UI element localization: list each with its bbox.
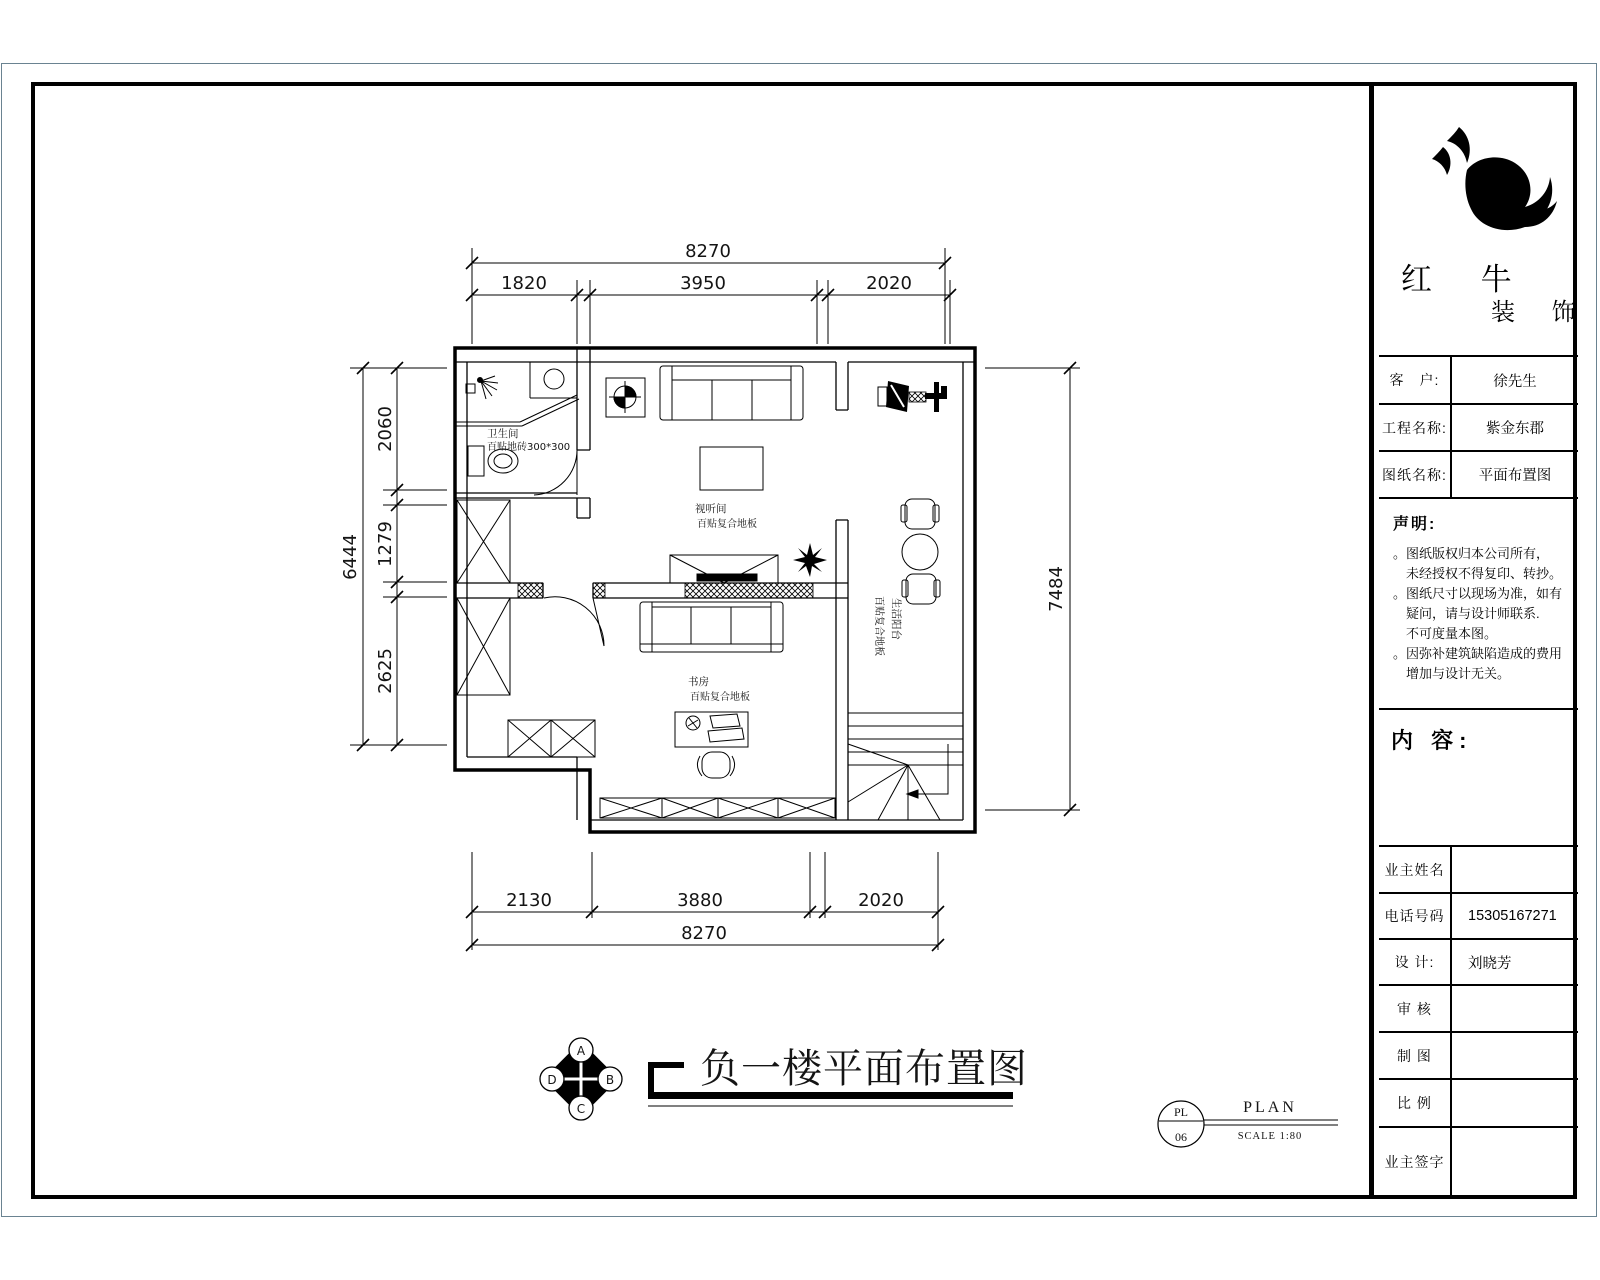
sofa-top	[660, 366, 803, 420]
dim-top-seg3: 2020	[866, 273, 912, 294]
statement-line: 不可度量本图。	[1393, 626, 1498, 641]
shower-head-icon	[478, 378, 483, 383]
room-finish: 百贴地砖300*300	[487, 442, 571, 453]
row-value	[1452, 1128, 1578, 1195]
tv-feature-wall	[670, 555, 778, 583]
balcony-wall	[836, 362, 848, 820]
compass-s: C	[576, 1102, 586, 1116]
table-row	[1379, 1126, 1578, 1195]
plan-ref-code: PL	[1173, 1105, 1189, 1119]
row-value: 15305167271	[1468, 908, 1557, 924]
content-label: 内 容:	[1391, 728, 1473, 753]
room-name: 视听间	[695, 503, 727, 515]
row-value	[1452, 1080, 1578, 1126]
dim-left-seg3: 2625	[375, 648, 396, 694]
statement-line: 。因弥补建筑缺陷造成的费用	[1393, 646, 1563, 661]
shower-spray-icon	[481, 376, 498, 399]
plan-ref-label: PLAN	[1243, 1099, 1297, 1116]
room-name: 生活阳台	[890, 598, 902, 640]
bathroom-door	[534, 450, 577, 495]
field-label: 客 户:	[1379, 357, 1452, 403]
doors	[534, 450, 604, 646]
field-row-client	[1379, 355, 1578, 403]
company-logo-cell	[1379, 86, 1591, 355]
toilet-tank	[468, 446, 484, 476]
table-row	[1379, 1078, 1578, 1126]
field-value: 徐先生	[1493, 373, 1537, 390]
chair	[905, 499, 935, 529]
compass-n: A	[576, 1044, 586, 1058]
field-value: 平面布置图	[1478, 468, 1552, 484]
table-row	[1379, 845, 1578, 892]
workstation-icon	[878, 381, 947, 412]
bathroom-walls	[455, 348, 590, 518]
row-value: 刘晓芳	[1468, 955, 1512, 972]
row-label: 电话号码	[1379, 894, 1452, 938]
brand-name: 红 牛	[1401, 262, 1532, 297]
row-label: 业主签字	[1379, 1128, 1452, 1195]
room-name: 卫生间	[487, 428, 519, 440]
field-label: 工程名称:	[1379, 405, 1452, 450]
field-value: 紫金东郡	[1486, 421, 1544, 437]
plan-ref-number: 06	[1175, 1130, 1187, 1144]
statement-line: 增加与设计无关。	[1393, 666, 1511, 681]
row-label: 审 核	[1379, 986, 1452, 1031]
chair	[906, 574, 936, 604]
title-block	[1369, 86, 1591, 1195]
room-labels	[487, 427, 903, 703]
room-finish: 百贴复合地板	[690, 692, 750, 703]
bathroom-fixtures	[455, 362, 579, 476]
room-finish: 百贴复合地板	[697, 519, 757, 530]
room-finish: 百贴复合地板	[873, 596, 884, 656]
tv-icon	[697, 574, 757, 581]
brand-subname: 装 饰	[1491, 299, 1591, 326]
table-row	[1379, 984, 1578, 1031]
field-row-sheet	[1379, 450, 1578, 497]
table-row	[1379, 892, 1578, 938]
balcony-furniture	[901, 499, 940, 604]
field-label: 图纸名称:	[1379, 452, 1452, 497]
dim-left-overall: 6444	[340, 534, 361, 580]
dim-left-seg1: 2060	[375, 406, 396, 452]
content-cell	[1379, 708, 1578, 845]
dim-right-overall: 7484	[1046, 566, 1067, 612]
statement-heading: 声明:	[1393, 516, 1437, 533]
stairs	[848, 713, 963, 820]
row-label: 比 例	[1379, 1080, 1452, 1126]
dimensions	[350, 248, 1080, 951]
study-furniture	[675, 712, 748, 778]
table-row	[1379, 1031, 1578, 1078]
sheet-title	[648, 1046, 1028, 1106]
dim-left-seg2: 1279	[375, 521, 396, 567]
dim-bottom-seg2: 3880	[677, 890, 723, 911]
plan-title-text: 负一楼平面布置图	[700, 1046, 1028, 1091]
shower-partition	[530, 362, 577, 398]
statement-line: 疑问，请与设计师联系.	[1393, 606, 1540, 621]
stair-arrow	[907, 790, 918, 798]
plant-icon	[793, 543, 827, 577]
shower-screen	[455, 395, 579, 426]
row-value	[1452, 1033, 1578, 1078]
compass-icon	[540, 1038, 622, 1120]
desk-chair	[702, 752, 730, 778]
round-table	[902, 534, 938, 570]
dim-bottom-overall: 8270	[681, 923, 727, 944]
dim-bottom-seg1: 2130	[506, 890, 552, 911]
study-door	[544, 597, 604, 646]
dim-top-seg2: 3950	[680, 273, 726, 294]
statement-line: 。图纸尺寸以现场为准，如有	[1393, 586, 1563, 601]
statement-line: 未经授权不得复印、转抄。	[1393, 566, 1563, 581]
plan-ref-scale: SCALE 1:80	[1237, 1131, 1303, 1142]
wall-hatch	[518, 583, 813, 598]
row-value	[1452, 986, 1578, 1031]
sofa-bottom	[640, 602, 783, 652]
basin-icon	[544, 369, 564, 389]
coffee-table	[700, 447, 763, 490]
statement-cell	[1379, 497, 1578, 708]
dim-top-seg1: 1820	[501, 273, 547, 294]
bull-logo-icon	[1407, 120, 1557, 250]
toilet-bowl-inner	[494, 454, 512, 468]
field-row-project	[1379, 403, 1578, 450]
dim-bottom-seg3: 2020	[858, 890, 904, 911]
row-label: 设 计:	[1379, 940, 1452, 984]
row-label: 业主姓名	[1379, 847, 1452, 892]
dim-top-overall: 8270	[685, 241, 731, 262]
plan-ref	[1158, 1099, 1338, 1147]
table-row	[1379, 938, 1578, 984]
row-label: 制 图	[1379, 1033, 1452, 1078]
compass-w: D	[547, 1073, 557, 1087]
compass-e: B	[605, 1073, 615, 1087]
statement-line: 。图纸版权归本公司所有，	[1393, 546, 1550, 561]
row-value	[1452, 847, 1578, 892]
room-name: 书房	[688, 676, 709, 688]
